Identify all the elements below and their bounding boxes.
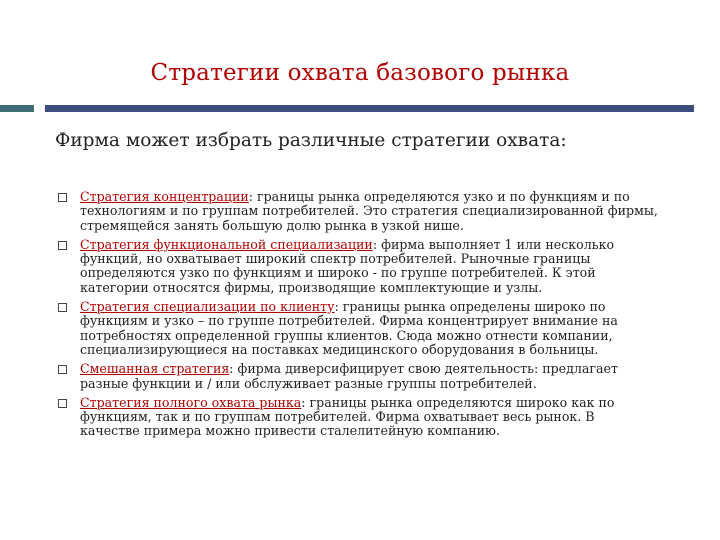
strategy-term: Стратегия концентрации — [80, 189, 249, 204]
square-bullet-icon — [58, 365, 67, 374]
slide-title: Стратегии охвата базового рынка — [150, 60, 570, 86]
strategy-description: : фирма диверсифицирует свою деятельность: предлагает разные функции и / или обслуживает разные группы потребителей. — [80, 361, 618, 391]
strategy-description: : границы рынка определяются широко как по функциям, так и по группам потребителей. Фирма охватывает весь рынок. В качестве примера можно привести сталелитейную компанию. — [80, 394, 615, 439]
square-bullet-icon — [58, 193, 67, 202]
square-bullet-icon — [58, 399, 67, 408]
list-item — [58, 238, 658, 295]
strategy-list — [58, 190, 658, 444]
square-bullet-icon — [58, 241, 67, 250]
strategy-description: : фирма выполняет 1 или несколько функций, но охватывает широкий спектр потребителей. Рыночные границы определяются узко по функциям и широко - по группе потребителей. К этой категории относятся фирмы, производящие комплектующие и узлы. — [80, 236, 615, 295]
strategy-description: : границы рынка определены широко по функциям и узко – по группе потребителей. Фирма концентрирует внимание на потребностях определенной группы клиентов. Сюда можно отнести компании, специализирующиеся на поставках медицинского оборудования в больницы. — [80, 299, 618, 357]
title-bar-accent-right — [45, 105, 694, 112]
strategy-description: : границы рынка определяются узко и по функциям и по технологиям и по группам потребителей. Это стратегия специализированной фирмы, стремящейся занять большую долю рынка в узкой нише. — [80, 189, 658, 233]
intro-text: Фирма может избрать различные стратегии охвата: — [55, 130, 567, 151]
title-underline-bar — [0, 105, 720, 112]
title-bar-accent-left — [0, 105, 34, 112]
strategy-term: Стратегия полного охвата рынка — [80, 394, 302, 410]
strategy-term: Стратегия функциональной специализации — [80, 236, 373, 252]
square-bullet-icon — [58, 303, 67, 312]
list-item — [58, 190, 658, 233]
list-item — [58, 362, 658, 391]
list-item — [58, 396, 658, 439]
strategy-term: Стратегия специализации по клиенту — [80, 299, 335, 315]
strategy-term: Смешанная стратегия — [80, 361, 230, 377]
list-item — [58, 300, 658, 357]
